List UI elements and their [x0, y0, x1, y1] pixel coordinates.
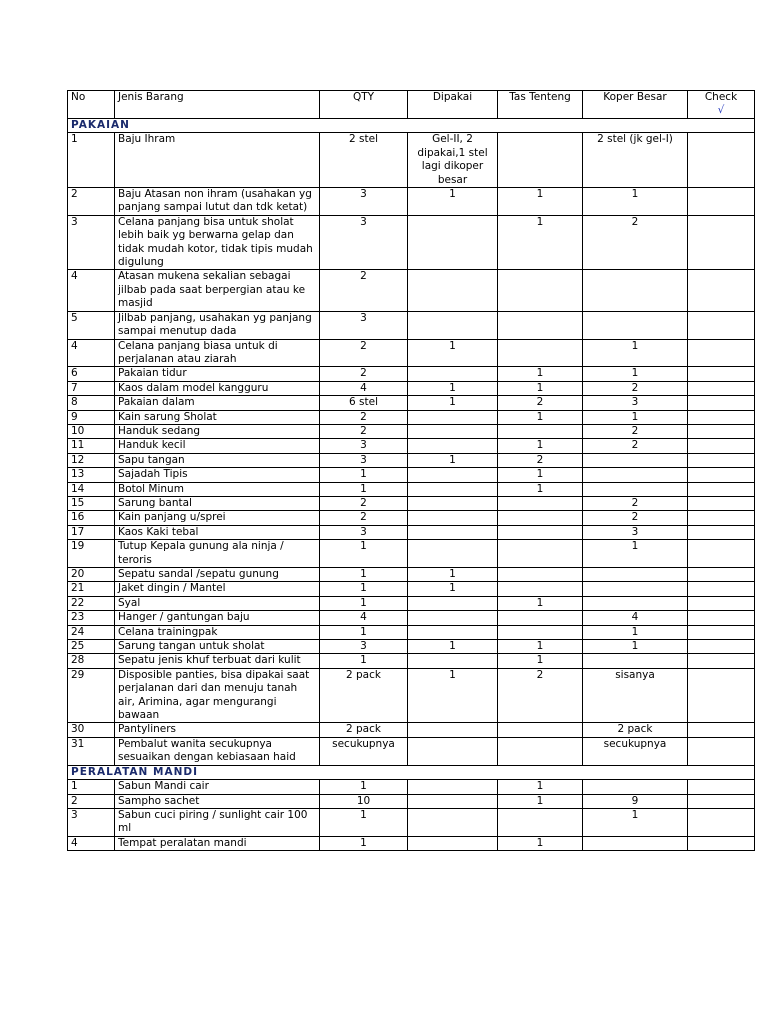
- cell-tas-tenteng: 2: [498, 396, 583, 410]
- cell-qty: 1: [320, 836, 408, 850]
- cell-no: 21: [68, 582, 115, 596]
- table-row: [68, 482, 755, 496]
- cell-koper-besar: [583, 836, 688, 850]
- table-row: [68, 737, 755, 765]
- cell-no: 30: [68, 723, 115, 737]
- cell-jenis-barang: Hanger / gantungan baju: [115, 611, 320, 625]
- cell-koper-besar: 9: [583, 794, 688, 808]
- cell-check: [688, 640, 755, 654]
- cell-check: [688, 780, 755, 794]
- cell-dipakai: [408, 737, 498, 765]
- table-row: [68, 396, 755, 410]
- cell-no: 3: [68, 215, 115, 270]
- cell-koper-besar: [583, 654, 688, 668]
- cell-tas-tenteng: 1: [498, 836, 583, 850]
- header-no: No: [68, 91, 115, 119]
- packing-list-table: [67, 90, 755, 851]
- cell-qty: 2 stel: [320, 133, 408, 188]
- cell-check: [688, 737, 755, 765]
- cell-jenis-barang: Jaket dingin / Mantel: [115, 582, 320, 596]
- cell-jenis-barang: Pakaian tidur: [115, 367, 320, 381]
- cell-jenis-barang: Kain sarung Sholat: [115, 410, 320, 424]
- cell-tas-tenteng: [498, 511, 583, 525]
- cell-dipakai: [408, 611, 498, 625]
- cell-qty: 2 pack: [320, 723, 408, 737]
- cell-dipakai: [408, 596, 498, 610]
- cell-dipakai: 1: [408, 188, 498, 216]
- cell-no: 2: [68, 188, 115, 216]
- cell-tas-tenteng: [498, 808, 583, 836]
- cell-check: [688, 215, 755, 270]
- cell-qty: 1: [320, 625, 408, 639]
- table-row: [68, 270, 755, 311]
- cell-qty: 1: [320, 568, 408, 582]
- cell-no: 23: [68, 611, 115, 625]
- cell-qty: 3: [320, 439, 408, 453]
- header-jenis-barang: Jenis Barang: [115, 91, 320, 119]
- cell-no: 28: [68, 654, 115, 668]
- table-row: [68, 311, 755, 339]
- cell-check: [688, 424, 755, 438]
- section-title: PERALATAN MANDI: [68, 765, 755, 779]
- cell-jenis-barang: Sepatu jenis khuf terbuat dari kulit: [115, 654, 320, 668]
- cell-check: [688, 808, 755, 836]
- table-row: [68, 525, 755, 539]
- table-row: [68, 794, 755, 808]
- cell-tas-tenteng: 2: [498, 453, 583, 467]
- cell-jenis-barang: Kaos dalam model kangguru: [115, 381, 320, 395]
- cell-koper-besar: 3: [583, 525, 688, 539]
- table-row: [68, 568, 755, 582]
- cell-tas-tenteng: [498, 582, 583, 596]
- cell-koper-besar: 1: [583, 410, 688, 424]
- cell-jenis-barang: Kain panjang u/sprei: [115, 511, 320, 525]
- cell-koper-besar: 1: [583, 640, 688, 654]
- cell-tas-tenteng: [498, 611, 583, 625]
- cell-no: 5: [68, 311, 115, 339]
- cell-tas-tenteng: 2: [498, 668, 583, 723]
- cell-tas-tenteng: 1: [498, 439, 583, 453]
- cell-tas-tenteng: 1: [498, 780, 583, 794]
- cell-koper-besar: [583, 482, 688, 496]
- table-row: [68, 453, 755, 467]
- cell-no: 4: [68, 270, 115, 311]
- cell-tas-tenteng: [498, 311, 583, 339]
- table-row: [68, 468, 755, 482]
- table-row: [68, 381, 755, 395]
- cell-no: 13: [68, 468, 115, 482]
- cell-tas-tenteng: [498, 723, 583, 737]
- cell-no: 8: [68, 396, 115, 410]
- cell-qty: 2: [320, 270, 408, 311]
- cell-check: [688, 396, 755, 410]
- cell-jenis-barang: Celana trainingpak: [115, 625, 320, 639]
- cell-tas-tenteng: 1: [498, 654, 583, 668]
- cell-tas-tenteng: 1: [498, 794, 583, 808]
- table-row: [68, 339, 755, 367]
- cell-check: [688, 381, 755, 395]
- cell-qty: 4: [320, 381, 408, 395]
- cell-no: 4: [68, 339, 115, 367]
- cell-check: [688, 611, 755, 625]
- cell-no: 1: [68, 780, 115, 794]
- cell-dipakai: 1: [408, 339, 498, 367]
- cell-koper-besar: 1: [583, 367, 688, 381]
- cell-jenis-barang: Sepatu sandal /sepatu gunung: [115, 568, 320, 582]
- cell-dipakai: Gel-II, 2 dipakai,1 stel lagi dikoper besar: [408, 133, 498, 188]
- cell-dipakai: [408, 468, 498, 482]
- cell-koper-besar: 1: [583, 188, 688, 216]
- section-header-row: [68, 765, 755, 779]
- cell-check: [688, 496, 755, 510]
- cell-jenis-barang: Sabun Mandi cair: [115, 780, 320, 794]
- cell-check: [688, 511, 755, 525]
- cell-jenis-barang: Tutup Kepala gunung ala ninja / teroris: [115, 540, 320, 568]
- cell-dipakai: [408, 215, 498, 270]
- cell-dipakai: [408, 525, 498, 539]
- section-header-row: [68, 119, 755, 133]
- cell-qty: 1: [320, 482, 408, 496]
- cell-koper-besar: 2 stel (jk gel-I): [583, 133, 688, 188]
- cell-no: 10: [68, 424, 115, 438]
- cell-dipakai: [408, 780, 498, 794]
- header-dipakai: Dipakai: [408, 91, 498, 119]
- cell-qty: 3: [320, 640, 408, 654]
- cell-check: [688, 339, 755, 367]
- check-mark-icon: √: [717, 104, 725, 117]
- table-row: [68, 511, 755, 525]
- cell-jenis-barang: Syal: [115, 596, 320, 610]
- cell-tas-tenteng: [498, 270, 583, 311]
- table-row: [68, 640, 755, 654]
- cell-no: 15: [68, 496, 115, 510]
- table-row: [68, 410, 755, 424]
- cell-no: 19: [68, 540, 115, 568]
- cell-tas-tenteng: [498, 540, 583, 568]
- cell-qty: 1: [320, 596, 408, 610]
- cell-jenis-barang: Sabun cuci piring / sunlight cair 100 ml: [115, 808, 320, 836]
- cell-koper-besar: secukupnya: [583, 737, 688, 765]
- cell-check: [688, 540, 755, 568]
- cell-qty: 1: [320, 808, 408, 836]
- cell-dipakai: [408, 311, 498, 339]
- cell-tas-tenteng: 1: [498, 596, 583, 610]
- cell-no: 17: [68, 525, 115, 539]
- cell-jenis-barang: Tempat peralatan mandi: [115, 836, 320, 850]
- table-row: [68, 596, 755, 610]
- cell-jenis-barang: Jilbab panjang, usahakan yg panjang sampai menutup dada: [115, 311, 320, 339]
- cell-dipakai: [408, 654, 498, 668]
- header-row: [68, 91, 755, 119]
- table-row: [68, 582, 755, 596]
- cell-koper-besar: 2: [583, 424, 688, 438]
- cell-check: [688, 568, 755, 582]
- cell-jenis-barang: Pakaian dalam: [115, 396, 320, 410]
- cell-jenis-barang: Sampho sachet: [115, 794, 320, 808]
- cell-dipakai: [408, 424, 498, 438]
- table-row: [68, 133, 755, 188]
- cell-qty: 3: [320, 188, 408, 216]
- cell-no: 9: [68, 410, 115, 424]
- cell-dipakai: [408, 794, 498, 808]
- cell-jenis-barang: Disposible panties, bisa dipakai saat perjalanan dari dan menuju tanah air, Arimina, agar mengurangi bawaan: [115, 668, 320, 723]
- cell-check: [688, 311, 755, 339]
- cell-qty: 1: [320, 468, 408, 482]
- cell-no: 29: [68, 668, 115, 723]
- cell-koper-besar: [583, 582, 688, 596]
- cell-koper-besar: 2 pack: [583, 723, 688, 737]
- cell-koper-besar: 4: [583, 611, 688, 625]
- cell-no: 24: [68, 625, 115, 639]
- cell-jenis-barang: Celana panjang bisa untuk sholat lebih baik yg berwarna gelap dan tidak mudah kotor, tidak tipis mudah digulung: [115, 215, 320, 270]
- cell-check: [688, 625, 755, 639]
- table-row: [68, 188, 755, 216]
- header-qty: QTY: [320, 91, 408, 119]
- cell-qty: 1: [320, 582, 408, 596]
- cell-qty: 3: [320, 311, 408, 339]
- cell-koper-besar: 2: [583, 381, 688, 395]
- cell-dipakai: [408, 439, 498, 453]
- table-row: [68, 611, 755, 625]
- cell-dipakai: 1: [408, 396, 498, 410]
- cell-dipakai: 1: [408, 582, 498, 596]
- cell-jenis-barang: Baju Atasan non ihram (usahakan yg panjang sampai lutut dan tdk ketat): [115, 188, 320, 216]
- cell-jenis-barang: Celana panjang biasa untuk di perjalanan atau ziarah: [115, 339, 320, 367]
- cell-qty: 4: [320, 611, 408, 625]
- cell-no: 16: [68, 511, 115, 525]
- cell-dipakai: [408, 836, 498, 850]
- table-row: [68, 808, 755, 836]
- table-row: [68, 367, 755, 381]
- table-row: [68, 439, 755, 453]
- cell-tas-tenteng: 1: [498, 410, 583, 424]
- cell-jenis-barang: Baju Ihram: [115, 133, 320, 188]
- cell-koper-besar: 2: [583, 439, 688, 453]
- cell-tas-tenteng: 1: [498, 468, 583, 482]
- cell-dipakai: [408, 410, 498, 424]
- cell-koper-besar: [583, 468, 688, 482]
- cell-dipakai: [408, 482, 498, 496]
- cell-dipakai: 1: [408, 640, 498, 654]
- table-row: [68, 836, 755, 850]
- cell-koper-besar: [583, 596, 688, 610]
- cell-dipakai: [408, 270, 498, 311]
- cell-check: [688, 668, 755, 723]
- cell-dipakai: [408, 540, 498, 568]
- cell-tas-tenteng: [498, 424, 583, 438]
- cell-koper-besar: 2: [583, 511, 688, 525]
- cell-koper-besar: 3: [583, 396, 688, 410]
- cell-no: 3: [68, 808, 115, 836]
- cell-check: [688, 723, 755, 737]
- cell-qty: 3: [320, 525, 408, 539]
- cell-qty: 2: [320, 511, 408, 525]
- cell-tas-tenteng: [498, 525, 583, 539]
- cell-dipakai: [408, 496, 498, 510]
- cell-no: 25: [68, 640, 115, 654]
- cell-qty: 2: [320, 339, 408, 367]
- cell-tas-tenteng: 1: [498, 188, 583, 216]
- header-koper-besar: Koper Besar: [583, 91, 688, 119]
- cell-dipakai: [408, 625, 498, 639]
- cell-no: 12: [68, 453, 115, 467]
- cell-koper-besar: 1: [583, 625, 688, 639]
- cell-jenis-barang: Atasan mukena sekalian sebagai jilbab pada saat berpergian atau ke masjid: [115, 270, 320, 311]
- table-row: [68, 540, 755, 568]
- cell-no: 7: [68, 381, 115, 395]
- cell-no: 4: [68, 836, 115, 850]
- table-row: [68, 625, 755, 639]
- cell-jenis-barang: Sarung bantal: [115, 496, 320, 510]
- cell-koper-besar: 1: [583, 808, 688, 836]
- cell-no: 20: [68, 568, 115, 582]
- cell-jenis-barang: Pembalut wanita secukupnya sesuaikan dengan kebiasaan haid: [115, 737, 320, 765]
- cell-no: 1: [68, 133, 115, 188]
- table-row: [68, 424, 755, 438]
- cell-jenis-barang: Handuk kecil: [115, 439, 320, 453]
- cell-koper-besar: [583, 568, 688, 582]
- cell-qty: 2: [320, 424, 408, 438]
- cell-dipakai: 1: [408, 381, 498, 395]
- cell-check: [688, 654, 755, 668]
- table-row: [68, 668, 755, 723]
- cell-no: 11: [68, 439, 115, 453]
- cell-jenis-barang: Sapu tangan: [115, 453, 320, 467]
- cell-tas-tenteng: 1: [498, 640, 583, 654]
- table-row: [68, 780, 755, 794]
- cell-koper-besar: [583, 453, 688, 467]
- header-check: [688, 91, 755, 119]
- cell-qty: 2 pack: [320, 668, 408, 723]
- table-row: [68, 496, 755, 510]
- cell-dipakai: [408, 808, 498, 836]
- cell-tas-tenteng: 1: [498, 381, 583, 395]
- cell-jenis-barang: Pantyliners: [115, 723, 320, 737]
- cell-koper-besar: [583, 780, 688, 794]
- cell-tas-tenteng: [498, 133, 583, 188]
- cell-koper-besar: 2: [583, 496, 688, 510]
- cell-tas-tenteng: 1: [498, 215, 583, 270]
- cell-qty: 2: [320, 410, 408, 424]
- table-row: [68, 215, 755, 270]
- cell-no: 22: [68, 596, 115, 610]
- cell-tas-tenteng: [498, 625, 583, 639]
- cell-dipakai: [408, 723, 498, 737]
- cell-no: 2: [68, 794, 115, 808]
- cell-check: [688, 453, 755, 467]
- cell-check: [688, 367, 755, 381]
- table-row: [68, 654, 755, 668]
- cell-jenis-barang: Sajadah Tipis: [115, 468, 320, 482]
- cell-check: [688, 596, 755, 610]
- cell-qty: 6 stel: [320, 396, 408, 410]
- cell-qty: 1: [320, 654, 408, 668]
- cell-koper-besar: 1: [583, 339, 688, 367]
- cell-tas-tenteng: [498, 496, 583, 510]
- cell-jenis-barang: Handuk sedang: [115, 424, 320, 438]
- cell-check: [688, 270, 755, 311]
- cell-koper-besar: sisanya: [583, 668, 688, 723]
- cell-qty: 1: [320, 780, 408, 794]
- cell-qty: secukupnya: [320, 737, 408, 765]
- cell-jenis-barang: Sarung tangan untuk sholat: [115, 640, 320, 654]
- cell-tas-tenteng: [498, 339, 583, 367]
- cell-koper-besar: [583, 270, 688, 311]
- cell-check: [688, 582, 755, 596]
- cell-qty: 2: [320, 496, 408, 510]
- section-title: PAKAIAN: [68, 119, 755, 133]
- cell-check: [688, 468, 755, 482]
- cell-check: [688, 133, 755, 188]
- cell-check: [688, 410, 755, 424]
- cell-qty: 2: [320, 367, 408, 381]
- cell-no: 31: [68, 737, 115, 765]
- cell-check: [688, 794, 755, 808]
- cell-koper-besar: 1: [583, 540, 688, 568]
- cell-check: [688, 482, 755, 496]
- cell-jenis-barang: Botol Minum: [115, 482, 320, 496]
- cell-check: [688, 439, 755, 453]
- table-row: [68, 723, 755, 737]
- cell-qty: 3: [320, 453, 408, 467]
- table-body: [68, 119, 755, 851]
- cell-check: [688, 188, 755, 216]
- cell-dipakai: 1: [408, 453, 498, 467]
- cell-qty: 3: [320, 215, 408, 270]
- cell-qty: 10: [320, 794, 408, 808]
- header-tas-tenteng: Tas Tenteng: [498, 91, 583, 119]
- cell-dipakai: 1: [408, 668, 498, 723]
- cell-check: [688, 836, 755, 850]
- cell-qty: 1: [320, 540, 408, 568]
- header-check-label: Check: [704, 91, 738, 103]
- cell-koper-besar: [583, 311, 688, 339]
- cell-dipakai: [408, 367, 498, 381]
- cell-jenis-barang: Kaos Kaki tebal: [115, 525, 320, 539]
- cell-check: [688, 525, 755, 539]
- cell-tas-tenteng: 1: [498, 367, 583, 381]
- cell-dipakai: [408, 511, 498, 525]
- cell-no: 6: [68, 367, 115, 381]
- cell-dipakai: 1: [408, 568, 498, 582]
- cell-tas-tenteng: [498, 568, 583, 582]
- cell-tas-tenteng: [498, 737, 583, 765]
- cell-no: 14: [68, 482, 115, 496]
- cell-koper-besar: 2: [583, 215, 688, 270]
- cell-tas-tenteng: 1: [498, 482, 583, 496]
